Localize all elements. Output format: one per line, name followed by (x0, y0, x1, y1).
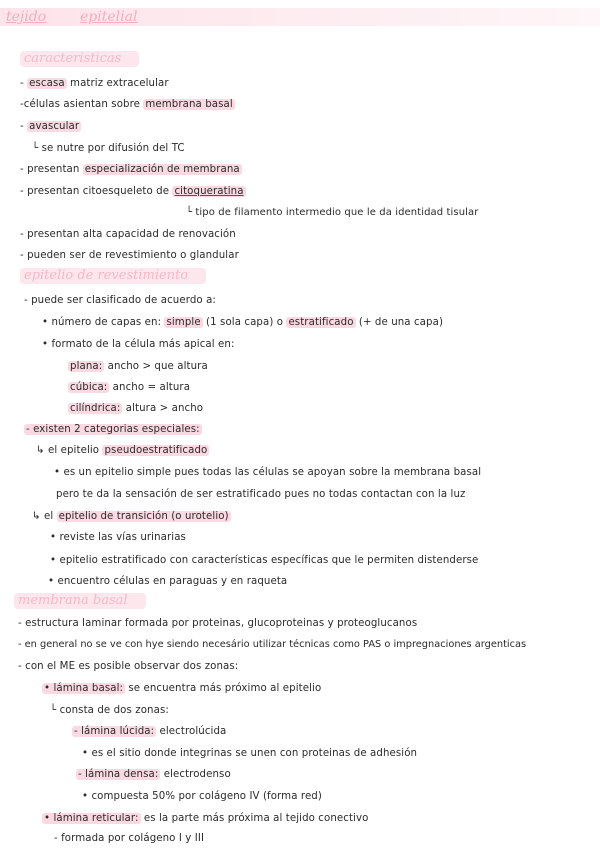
note-line: - pueden ser de revestimiento o glandular (20, 250, 239, 261)
note-line: cúbica: ancho = altura (70, 382, 191, 393)
highlight: - lámina densa: (78, 769, 159, 780)
highlight: estratificado (288, 317, 354, 328)
note-line (24, 423, 202, 437)
note-line: • lámina basal: se encuentra más próximo al epitelio (44, 683, 322, 694)
note-line: • epitelio estratificado con características específicas que le permiten distenderse (50, 555, 479, 566)
highlight: pseudoestratificado (104, 445, 208, 456)
note-line: ↳ el epitelio pseudoestratificado (36, 445, 208, 456)
note-line: • número de capas en: simple (1 sola capa) o estratificado (+ de una capa) (42, 317, 444, 328)
note-line: - formada por colágeno I y III (54, 833, 205, 844)
highlight: - existen 2 categorias especiales: (26, 424, 200, 435)
note-line: • compuesta 50% por colágeno IV (forma red) (82, 791, 322, 802)
note-line: - puede ser clasificado de acuerdo a: (24, 295, 216, 306)
highlight: citoqueratina (174, 186, 244, 197)
note-line: cilíndrica: altura > ancho (70, 403, 204, 414)
highlight: especialización de membrana (84, 164, 240, 175)
note-line: └ se nutre por difusión del TC (32, 143, 185, 154)
note-line: - presentan especialización de membrana (20, 164, 240, 175)
note-line: • encuentro células en paraguas y en raqueta (48, 576, 288, 587)
highlight: - lámina lúcida: (74, 726, 155, 737)
note-line: - lámina lúcida: electrolúcida (74, 726, 227, 737)
note-line: └ tipo de filamento intermedio que le da identidad tisular (186, 207, 479, 218)
highlight: • lámina reticular: (44, 813, 139, 824)
note-line: - lámina densa: electrodenso (78, 769, 231, 780)
highlight: plana: (70, 361, 103, 372)
note-line: -células asientan sobre membrana basal (20, 99, 233, 110)
note-line: - avascular (20, 121, 80, 132)
note-line: pero te da la sensación de ser estratificado pues no todas contactan con la luz (56, 489, 466, 500)
highlight: escasa (29, 78, 65, 89)
highlight: simple (166, 317, 201, 328)
note-line: • reviste las vías urinarias (50, 532, 186, 543)
note-line: • es un epitelio simple pues todas las células se apoyan sobre la membrana basal (54, 467, 482, 478)
page-title-word-2: epitelial (80, 9, 138, 25)
note-line: - en general no se ve con hye siendo necesário utilizar técnicas como PAS o impregnaciones argenticas (18, 639, 527, 650)
page-title-word-1: tejido (6, 9, 47, 25)
note-line: • lámina reticular: es la parte más próxima al tejido conectivo (44, 813, 369, 824)
note-line: - estructura laminar formada por proteinas, glucoproteinas y proteoglucanos (18, 618, 418, 629)
note-line: ↳ el epitelio de transición (o urotelio) (32, 511, 229, 522)
section-heading-membrana-basal: membrana basal (14, 593, 146, 609)
note-line: • formato de la célula más apical en: (42, 339, 235, 350)
highlight: • lámina basal: (44, 683, 124, 694)
highlight: membrana basal (145, 99, 233, 110)
highlight: cúbica: (70, 382, 108, 393)
note-line: plana: ancho > que altura (70, 361, 208, 372)
note-line: • es el sitio donde integrinas se unen con proteinas de adhesión (82, 748, 418, 759)
note-line: - presentan alta capacidad de renovación (20, 229, 236, 240)
section-heading-caracteristicas: caracteristicas (20, 51, 139, 67)
highlight: cilíndrica: (70, 403, 121, 414)
note-line: - escasa matriz extracelular (20, 78, 169, 89)
highlight: epitelio de transición (o urotelio) (58, 511, 229, 522)
section-heading-revestimiento: epitelio de revestimiento (20, 268, 206, 284)
note-line: - con el ME es posible observar dos zonas: (18, 661, 239, 672)
highlight: avascular (29, 121, 80, 132)
note-line: └ consta de dos zonas: (50, 705, 169, 716)
note-line: - presentan citoesqueleto de citoqueratina (20, 186, 244, 197)
